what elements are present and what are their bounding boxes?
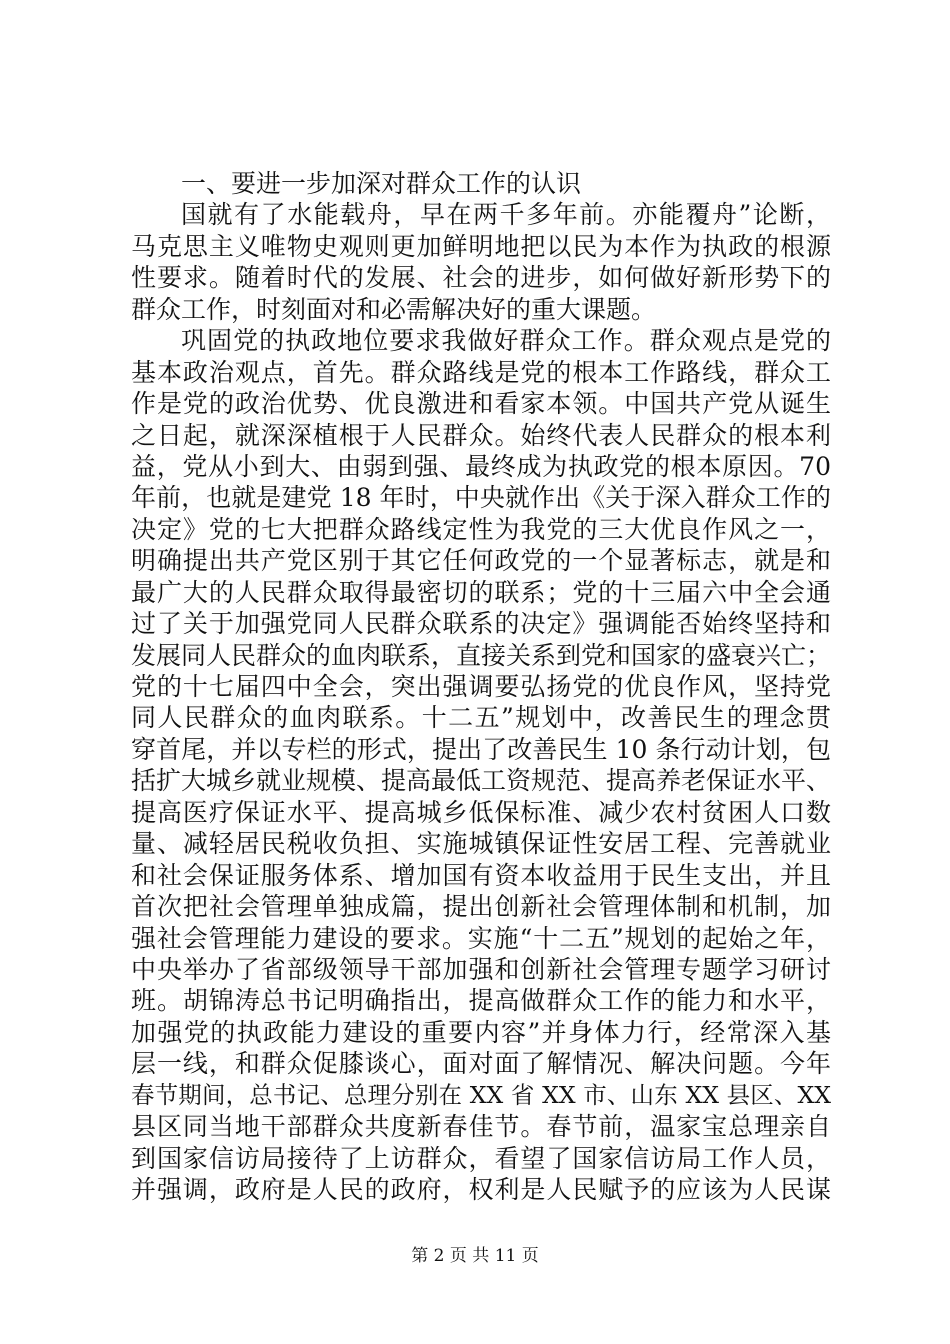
text-line: 党的十七届四中全会，突出强调要弘扬党的优良作风，坚持党: [131, 672, 831, 701]
text-line: 括扩大城乡就业规模、提高最低工资规范、提高养老保证水平、: [131, 766, 832, 796]
text-line: 益，党从小到大、由弱到强、最终成为执政党的根本原因。70: [131, 451, 831, 481]
text-line: 马克思主义唯物史观则更加鲜明地把以民为本作为执政的根源: [131, 231, 831, 261]
page-footer: 第 2 页 共 11 页: [411, 1246, 539, 1266]
text-line: 县区同当地干部群众共度新春佳节。春节前，温家宝总理亲自: [131, 1112, 831, 1142]
text-line: 加强党的执政能力建设的重要内容”并身体力行，经常深入基: [131, 1017, 831, 1047]
document-body: [131, 168, 831, 1205]
text-line: 巩固党的执政地位要求我做好群众工作。群众观点是党的: [181, 326, 831, 356]
text-line: 层一线，和群众促膝谈心，面对面了解情况、解决问题。今年: [131, 1049, 831, 1079]
text-line: 作是党的政治优势、优良激进和看家本领。中国共产党从诞生: [131, 389, 831, 419]
text-line: 之日起，就深深植根于人民群众。始终代表人民群众的根本利: [131, 420, 831, 450]
text-line: 明确提出共产党区别于其它任何政党的一个显著标志，就是和: [131, 546, 831, 576]
text-line: 首次把社会管理单独成篇，提出创新社会管理体制和机制，加: [131, 892, 831, 922]
text-line: 基本政治观点，首先。群众路线是党的根本工作路线，群众工: [131, 357, 831, 387]
text-line: 性要求。随着时代的发展、社会的进步，如何做好新形势下的: [131, 263, 831, 293]
text-line: 年前，也就是建党 18 年时，中央就作出《关于深入群众工作的: [131, 483, 831, 513]
text-line: 发展同人民群众的血肉联系，直接关系到党和国家的盛衰兴亡；: [131, 640, 832, 670]
text-line: 春节期间，总书记、总理分别在 XX 省 XX 市、山东 XX 县区、XX: [131, 1080, 831, 1109]
text-line: 中央举办了省部级领导干部加强和创新社会管理专题学习研讨: [131, 954, 831, 984]
text-line: 最广大的人民群众取得最密切的联系；党的十三届六中全会通: [131, 577, 831, 607]
text-line: 并强调，政府是人民的政府，权利是人民赋予的应该为人民谋: [131, 1175, 831, 1204]
text-line: 班。胡锦涛总书记明确指出，提高做群众工作的能力和水平，: [131, 986, 831, 1016]
text-line: 强社会管理能力建设的要求。实施“十二五”规划的起始之年，: [131, 923, 831, 953]
text-line: 过了关于加强党同人民群众联系的决定》强调能否始终坚持和: [131, 609, 831, 639]
text-line: 量、减轻居民税收负担、实施城镇保证性安居工程、完善就业: [131, 829, 831, 859]
text-line: 同人民群众的血肉联系。十二五”规划中，改善民生的理念贯: [131, 703, 831, 733]
text-line: 提高医疗保证水平、提高城乡低保标准、减少农村贫困人口数: [131, 797, 831, 827]
text-line: 到国家信访局接待了上访群众，看望了国家信访局工作人员，: [131, 1143, 831, 1173]
text-line: 和社会保证服务体系、增加国有资本收益用于民生支出，并且: [131, 860, 831, 890]
text-line: 群众工作，时刻面对和必需解决好的重大课题。: [131, 294, 657, 324]
section-heading: 一、要进一步加深对群众工作的认识: [181, 169, 582, 198]
text-line: 国就有了水能载舟，早在两千多年前。亦能覆舟”论断，: [181, 200, 831, 230]
text-line: 决定》党的七大把群众路线定性为我党的三大优良作风之一，: [131, 514, 831, 544]
text-line: 穿首尾，并以专栏的形式，提出了改善民生 10 条行动计划，包: [131, 734, 831, 764]
